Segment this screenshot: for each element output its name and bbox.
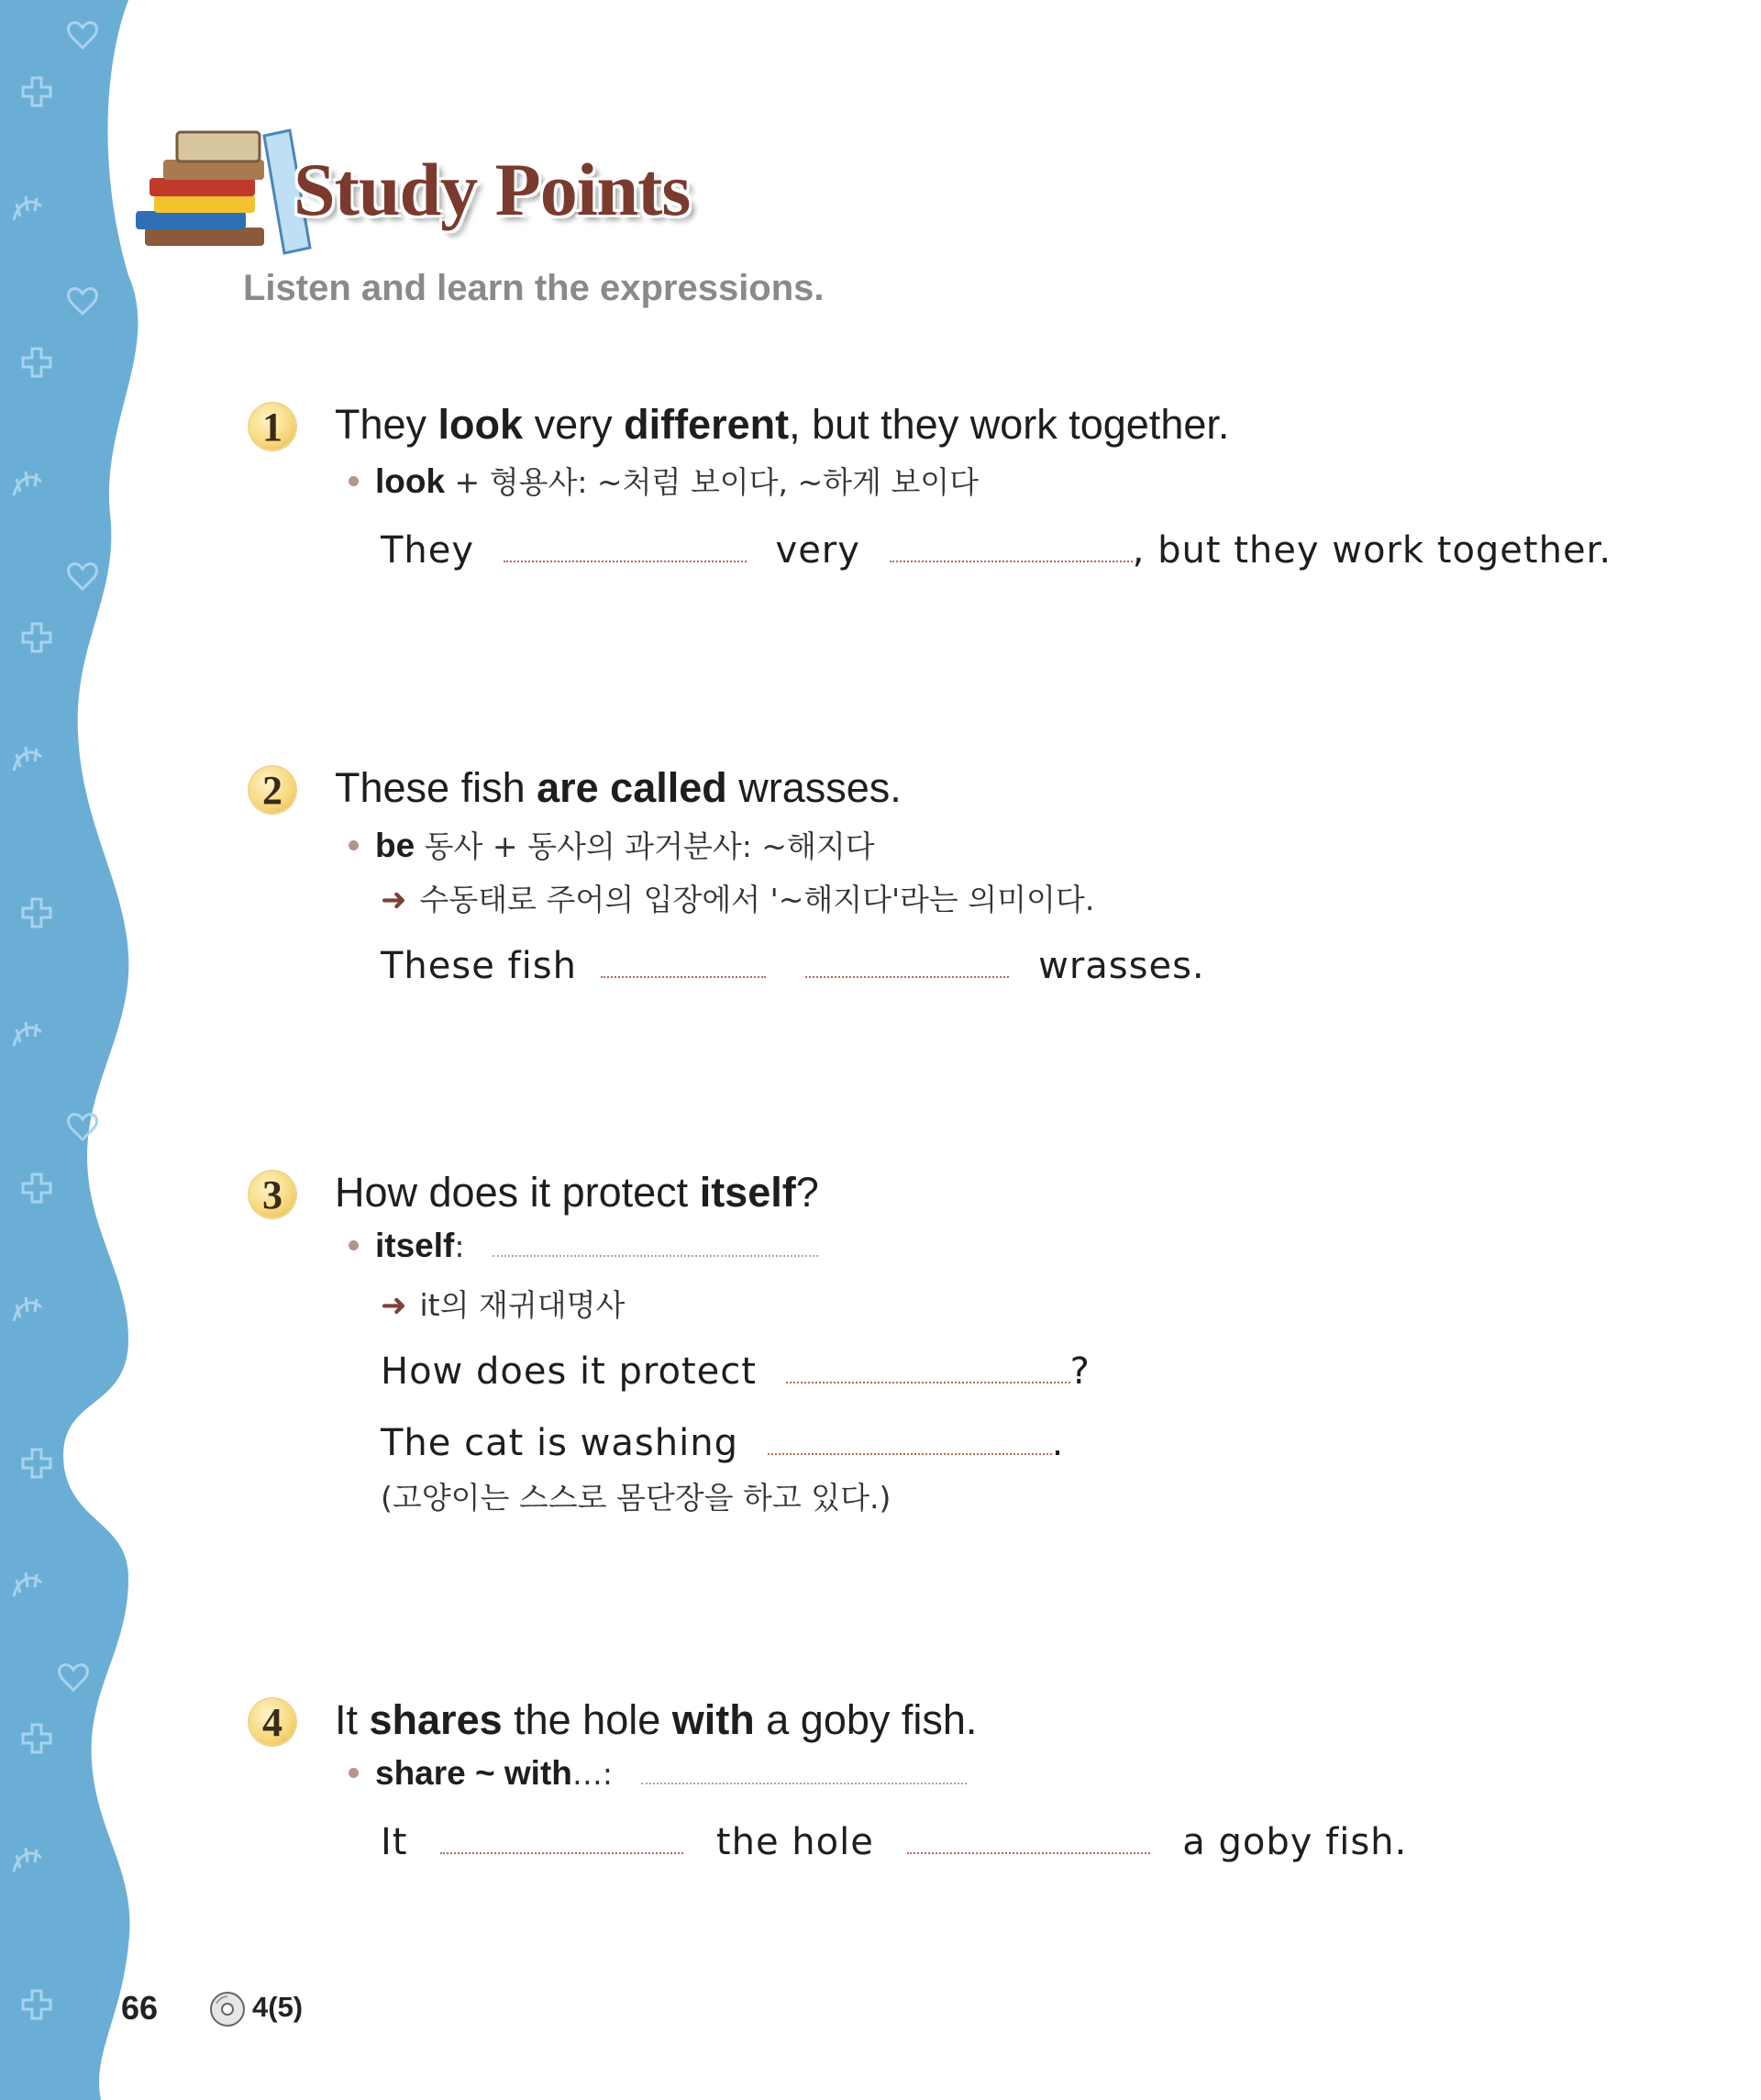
section-number-4: 4 — [249, 1699, 295, 1745]
decorative-margin — [0, 0, 165, 2100]
section-number-3: 3 — [249, 1172, 295, 1217]
answer-blank[interactable] — [890, 551, 1133, 562]
practice-sentence-3b: The cat is washing . — [381, 1422, 1065, 1464]
answer-blank[interactable] — [805, 967, 1009, 978]
page-title: Study Points — [294, 148, 691, 231]
page-subtitle: Listen and learn the expressions. — [243, 268, 825, 308]
answer-blank[interactable] — [601, 967, 766, 978]
bullet-dot — [349, 476, 359, 486]
answer-blank[interactable] — [440, 1843, 683, 1854]
answer-blank[interactable] — [768, 1444, 1052, 1455]
bullet-3: itself: — [349, 1227, 818, 1265]
practice-sentence-4: It the hole a goby fish. — [381, 1821, 1408, 1863]
bullet-2: be 동사 + 동사의 과거분사: ~해지다 — [349, 823, 875, 866]
section-heading-1: They look very different, but they work together. — [335, 401, 1230, 448]
answer-blank[interactable] — [786, 1372, 1070, 1383]
bullet-dot — [349, 1240, 359, 1250]
definition-blank[interactable] — [493, 1246, 818, 1257]
practice-sentence-3a: How does it protect ? — [381, 1350, 1091, 1393]
page-number: 66 — [121, 1989, 159, 2027]
bullet-4: share ~ with…: — [349, 1754, 967, 1793]
cd-icon[interactable] — [209, 1991, 246, 2028]
section-heading-2: These fish are called wrasses. — [335, 764, 902, 811]
section-number-2: 2 — [249, 767, 295, 813]
bullet-1: look + 형용사: ~처럼 보이다, ~하게 보이다 — [349, 459, 979, 502]
section-heading-4: It shares the hole with a goby fish. — [335, 1696, 978, 1743]
arrow-right-icon: ➜ — [381, 882, 407, 918]
note-3: ➜ it의 재귀대명사 — [381, 1287, 626, 1324]
bullet-dot — [349, 840, 359, 850]
translation-3: (고양이는 스스로 몸단장을 하고 있다.) — [381, 1480, 892, 1516]
books-icon — [127, 119, 319, 257]
definition-blank[interactable] — [641, 1773, 967, 1784]
practice-sentence-2: These fish wrasses. — [381, 945, 1205, 987]
audio-track-label: 4(5) — [252, 1991, 304, 2023]
answer-blank[interactable] — [504, 551, 747, 562]
note-2: ➜ 수동태로 주어의 입장에서 '~해지다'라는 의미이다. — [381, 882, 1095, 918]
section-heading-3: How does it protect itself? — [335, 1169, 819, 1216]
bullet-dot — [349, 1768, 359, 1778]
arrow-right-icon: ➜ — [381, 1287, 407, 1324]
practice-sentence-1: They very , but they work together. — [381, 529, 1612, 572]
answer-blank[interactable] — [907, 1843, 1150, 1854]
section-number-1: 1 — [249, 404, 295, 450]
